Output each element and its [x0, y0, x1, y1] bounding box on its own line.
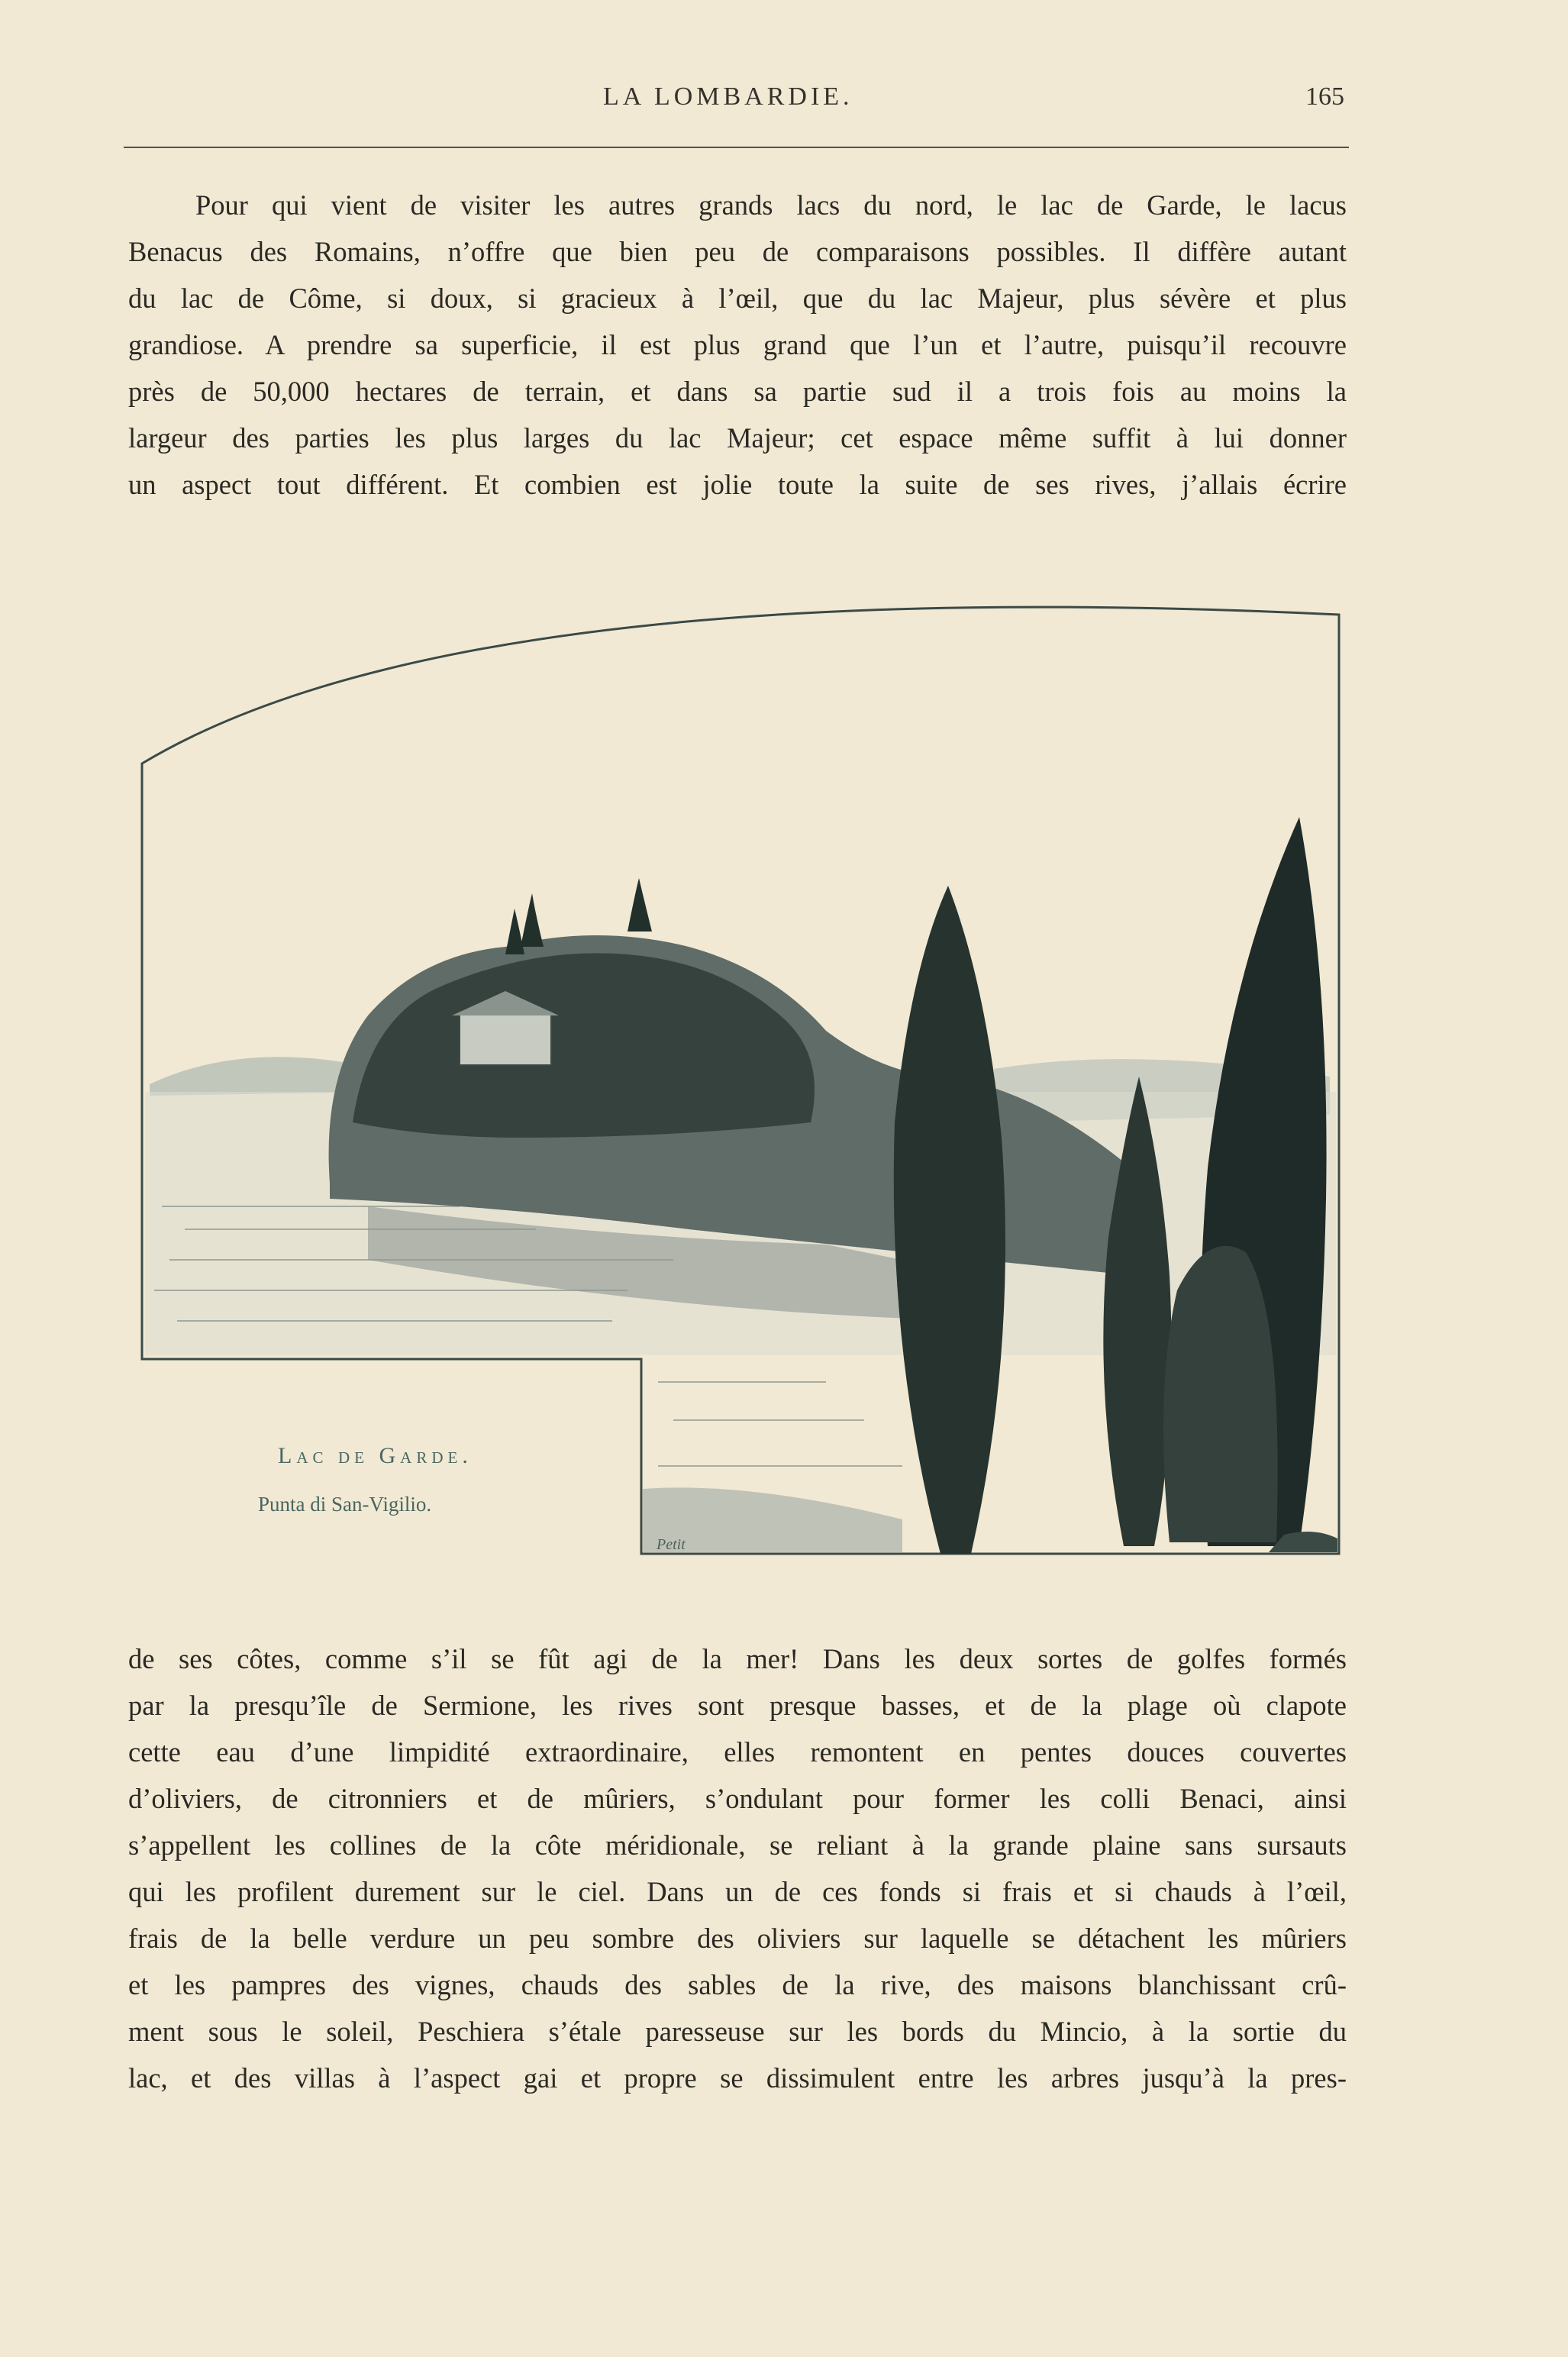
paragraph-bottom — [128, 1635, 1347, 2101]
figure-caption-title: Lac de Garde. — [278, 1443, 473, 1468]
paragraph-line: Benacus des Romains, n’offre que bien peu de comparaisons possibles. Il diffère autant — [128, 236, 1347, 267]
paragraph-line: grandiose. A prendre sa superficie, il est plus grand que l’un et l’autre, puisqu’il recouvre — [128, 329, 1347, 360]
figure-caption-subtitle: Punta di San-Vigilio. — [258, 1493, 432, 1516]
paragraph-line: lac, et des villas à l’aspect gai et propre se dissimulent entre les arbres jusqu’à la pres- — [128, 2062, 1347, 2094]
artist-signature: Petit — [657, 1536, 686, 1553]
small-cypress — [505, 909, 524, 954]
paragraph-line: largeur des parties les plus larges du lac Majeur; cet espace même suffit à lui donner — [128, 422, 1347, 454]
engraving-figure — [139, 588, 1347, 1558]
paragraph-line: un aspect tout différent. Et combien est jolie toute la suite de ses rives, j’allais écrire — [128, 469, 1347, 500]
paragraph-line: qui les profilent durement sur le ciel. Dans un de ces fonds si frais et si chauds à l’œil, — [128, 1876, 1347, 1907]
villa-building — [460, 1012, 551, 1065]
paragraph-line: frais de la belle verdure un peu sombre des oliviers sur laquelle se détachent les mûriers — [128, 1923, 1347, 1954]
header-rule — [124, 147, 1349, 148]
page-number: 165 — [1305, 82, 1344, 111]
paragraph-top — [128, 182, 1347, 508]
paragraph-line: ment sous le soleil, Peschiera s’étale paresseuse sur les bords du Mincio, à la sortie du — [128, 2016, 1347, 2047]
paragraph-line: du lac de Côme, si doux, si gracieux à l’œil, que du lac Majeur, plus sévère et plus — [128, 283, 1347, 314]
small-cypress — [521, 893, 544, 947]
paragraph-line: près de 50,000 hectares de terrain, et dans sa partie sud il a trois fois au moins la — [128, 376, 1347, 407]
running-title: LA LOMBARDIE. — [603, 82, 853, 111]
engraving-illustration — [139, 588, 1347, 1558]
paragraph-line: par la presqu’île de Sermione, les rives sont presque basses, et de la plage où clapote — [128, 1690, 1347, 1721]
paragraph-line: s’appellent les collines de la côte méridionale, se reliant à la grande plaine sans sursauts — [128, 1829, 1347, 1861]
bushy-tree — [1163, 1246, 1278, 1542]
tall-cypress — [894, 886, 1005, 1554]
paragraph-line: Pour qui vient de visiter les autres grands lacs du nord, le lac de Garde, le lacus — [195, 189, 1347, 221]
paragraph-line: cette eau d’une limpidité extraordinaire, elles remontent en pentes douces couvertes — [128, 1736, 1347, 1768]
paragraph-line: d’oliviers, de citronniers et de mûriers, s’ondulant pour former les colli Benaci, ainsi — [128, 1783, 1347, 1814]
small-cypress — [628, 878, 652, 931]
paragraph-line: et les pampres des vignes, chauds des sables de la rive, des maisons blanchissant crû- — [128, 1969, 1347, 2000]
paragraph-line: de ses côtes, comme s’il se fût agi de la mer! Dans les deux sortes de golfes formés — [128, 1643, 1347, 1674]
